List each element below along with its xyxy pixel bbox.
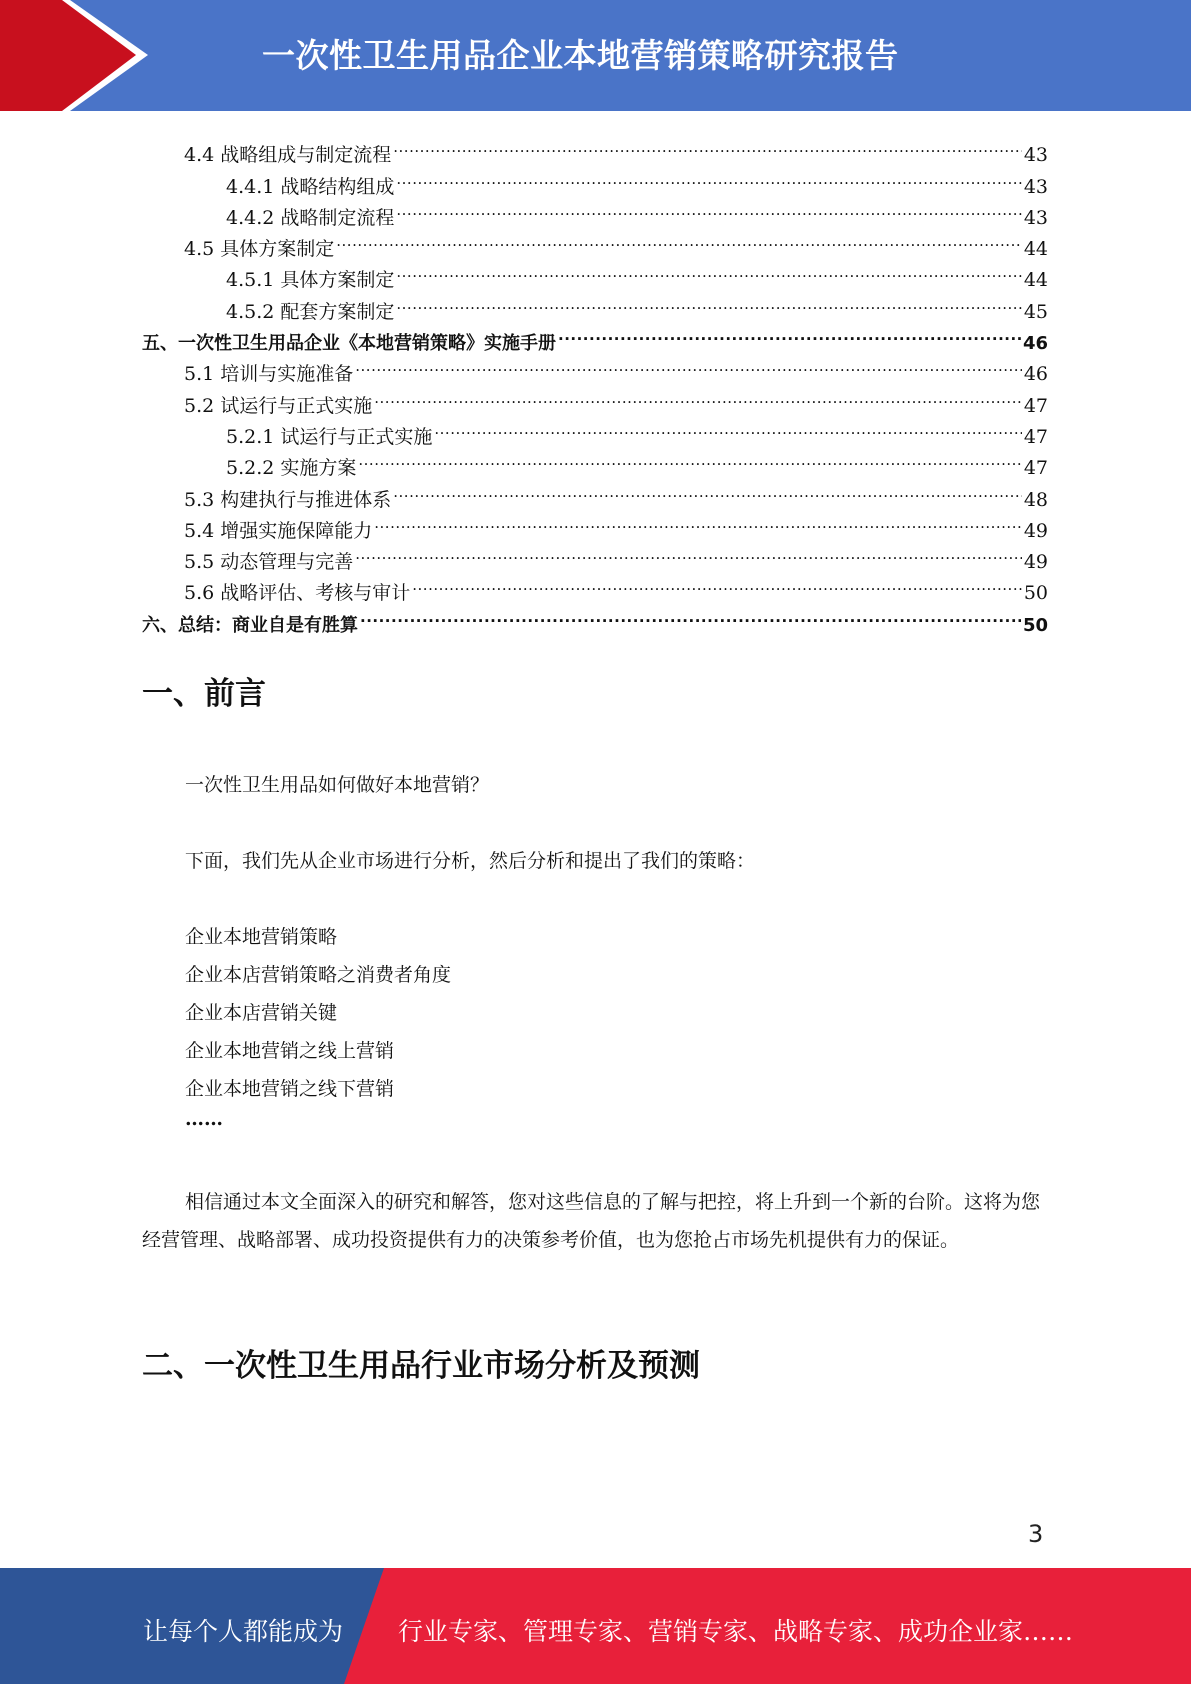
toc-leader-dots	[374, 506, 1022, 537]
toc-leader-dots	[393, 474, 1022, 505]
toc-leader-dots	[360, 599, 1021, 630]
toc-leader-dots	[355, 349, 1022, 380]
toc-leader-dots	[434, 412, 1021, 443]
toc-entry-page: 43	[1023, 206, 1048, 229]
toc-leader-dots	[336, 224, 1022, 255]
toc-entry-label: 5.2.1 试运行与正式实施	[226, 425, 433, 448]
preface-question: 一次性卫生用品如何做好本地营销？	[185, 774, 490, 796]
toc-entry[interactable]	[142, 286, 1048, 323]
toc-entry-page: 47	[1023, 457, 1048, 480]
toc-entry-page: 45	[1023, 300, 1048, 323]
strategy-list-ellipsis: ……	[185, 1108, 223, 1130]
toc-entry[interactable]	[142, 224, 1048, 261]
toc-entry-label: 4.4.2 战略制定流程	[226, 206, 395, 229]
toc-entry-label: 5.1 培训与实施准备	[184, 363, 354, 386]
strategy-list-item: 企业本店营销策略之消费者角度	[185, 964, 452, 986]
toc-entry[interactable]	[142, 318, 1048, 355]
toc-entry-label: 5.5 动态管理与完善	[184, 551, 354, 574]
toc-entry-page: 49	[1023, 519, 1048, 542]
toc-leader-dots	[396, 286, 1021, 317]
toc-entry[interactable]	[142, 599, 1048, 636]
toc-leader-dots	[355, 537, 1022, 568]
toc-entry-page: 47	[1023, 394, 1048, 417]
page-number: 3	[1028, 1520, 1044, 1548]
report-title: 一次性卫生用品企业本地营销策略研究报告	[262, 36, 899, 75]
toc-entry-label: 5.3 构建执行与推进体系	[184, 488, 392, 511]
toc-entry-label: 4.5.2 配套方案制定	[226, 300, 395, 323]
strategy-list-item: 企业本地营销策略	[185, 926, 338, 948]
section-heading-preface: 一、前言	[142, 676, 266, 712]
toc-entry-label: 5.2 试运行与正式实施	[184, 394, 373, 417]
toc-entry-page: 50	[1022, 614, 1048, 636]
preface-closing-paragraph: 相信通过本文全面深入的研究和解答，您对这些信息的了解与把控，将上升到一个新的台阶。这将为您经营管理、战略部署、成功投资提供有力的决策参考价值，也为您抢占市场先机提供有力的保证。	[142, 1191, 1041, 1251]
toc-entry[interactable]	[142, 506, 1048, 542]
preface-intro: 下面，我们先从企业市场进行分析，然后分析和提出了我们的策略：	[185, 850, 756, 872]
toc-entry[interactable]	[142, 349, 1048, 386]
toc-entry-label: 六、总结：商业自是有胜算	[142, 614, 358, 636]
footer-slogan-left: 让每个人都能成为	[143, 1617, 344, 1646]
toc-entry-label: 5.4 增强实施保障能力	[184, 519, 373, 542]
toc-leader-dots	[558, 318, 1021, 349]
toc-entry-page: 48	[1023, 488, 1048, 511]
toc-entry-label: 4.5.1 具体方案制定	[226, 269, 395, 292]
toc-leader-dots	[396, 193, 1021, 224]
toc-entry[interactable]	[142, 443, 1048, 480]
toc-entry-page: 47	[1023, 425, 1048, 448]
toc-entry[interactable]	[142, 130, 1048, 167]
toc-entry-page: 44	[1023, 269, 1048, 292]
strategy-list-item: 企业本地营销之线上营销	[185, 1040, 395, 1062]
strategy-list-item: 企业本店营销关键	[185, 1002, 338, 1024]
toc-entry-page: 44	[1023, 238, 1048, 261]
strategy-list-item: 企业本地营销之线下营销	[185, 1078, 395, 1100]
toc-leader-dots	[396, 255, 1021, 286]
toc-entry[interactable]	[142, 568, 1048, 605]
toc-entry-page: 46	[1022, 333, 1048, 355]
toc-entry[interactable]	[142, 412, 1048, 448]
toc-entry[interactable]	[142, 255, 1048, 292]
toc-entry-label: 4.4 战略组成与制定流程	[184, 144, 392, 167]
toc-entry[interactable]	[142, 474, 1048, 511]
toc-entry-page: 46	[1023, 363, 1048, 386]
toc-entry-label: 4.5 具体方案制定	[184, 238, 335, 261]
toc-leader-dots	[374, 380, 1022, 411]
table-of-contents	[142, 130, 1048, 636]
toc-entry-label: 五、一次性卫生用品企业《本地营销策略》实施手册	[142, 333, 556, 355]
toc-entry[interactable]	[142, 537, 1048, 574]
toc-leader-dots	[358, 443, 1021, 474]
page-footer	[0, 1568, 1191, 1684]
toc-entry[interactable]	[142, 380, 1048, 417]
toc-entry-page: 49	[1023, 551, 1048, 574]
toc-entry[interactable]	[142, 161, 1048, 198]
toc-entry-label: 4.4.1 战略结构组成	[226, 175, 395, 198]
page-header	[0, 0, 1191, 111]
toc-leader-dots	[396, 161, 1021, 192]
toc-entry[interactable]	[142, 193, 1048, 229]
toc-entry-label: 5.2.2 实施方案	[226, 457, 357, 480]
footer-slogan-right: 行业专家、管理专家、营销专家、战略专家、成功企业家……	[398, 1617, 1074, 1646]
toc-entry-label: 5.6 战略评估、考核与审计	[184, 582, 411, 605]
toc-entry-page: 50	[1023, 582, 1048, 605]
toc-leader-dots	[412, 568, 1022, 599]
toc-leader-dots	[393, 130, 1022, 161]
toc-entry-page: 43	[1023, 175, 1048, 198]
toc-entry-page: 43	[1023, 144, 1048, 167]
section-heading-market-analysis: 二、一次性卫生用品行业市场分析及预测	[142, 1348, 700, 1384]
